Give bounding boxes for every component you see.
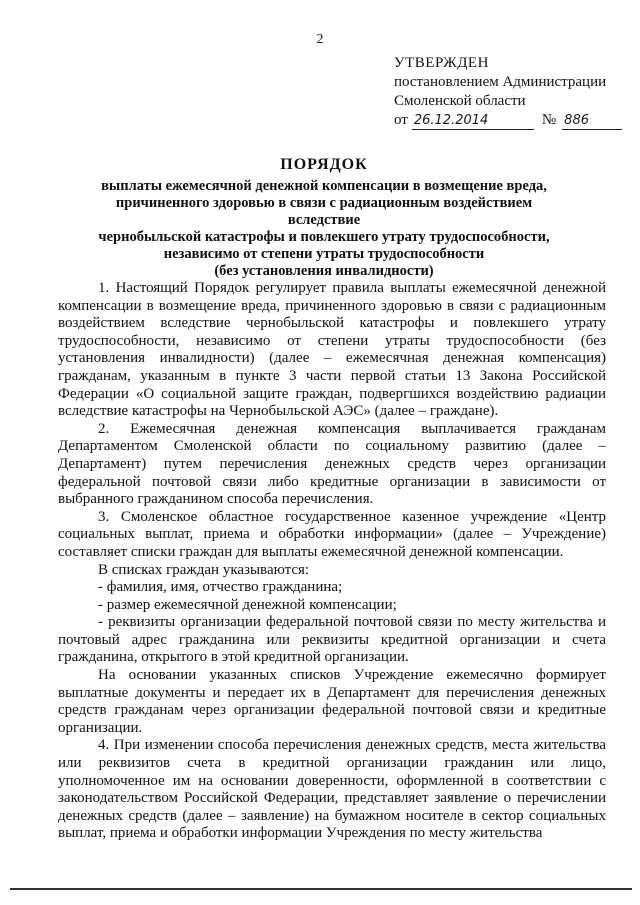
heading-line: причиненного здоровью в связи с радиационным воздействием вследствие — [115, 195, 533, 228]
heading-line: чернобыльской катастрофы и повлекшего утрату трудоспособности, — [98, 229, 550, 245]
paragraph-1: 1. Настоящий Порядок регулирует правила выплаты ежемесячной денежной компенсации в возмещение вреда, причиненного здоровью в связи с радиационным воздействием вследствие чернобыльской катастрофы и повлекшего утрату трудоспособности, независимо от степени утраты трудоспособности (без установления инвалидности) (далее – ежемесячная денежная компенсация) гражданам, указанным в пункте 3 части первой статьи 13 Закона Российской Федерации «О социальной защите граждан, подвергшихся воздействию радиации вследствие катастрофы на Чернобыльской АЭС» (далее – граждане). — [58, 280, 606, 420]
approval-from-label: от — [394, 112, 408, 128]
approval-line-1: постановлением Администрации — [394, 74, 607, 90]
page-number: 2 — [316, 32, 324, 47]
list-item: - размер ежемесячной денежной компенсации; — [98, 596, 397, 613]
paragraph-lists-basis: На основании указанных списков Учреждение ежемесячно формирует выплатные документы и передает их в Департамент для перечисления денежных средств гражданам через организации федеральной почтовой связи и кредитные организации. — [58, 667, 606, 736]
list-item: - реквизиты организации федеральной почтовой связи по месту жительства и почтовый адрес гражданина или реквизиты кредитной организации и счета гражданина, открытого в этой кредитной организации. — [58, 614, 606, 666]
paragraph-3: 3. Смоленское областное государственное казенное учреждение «Центр социальных выплат, приема и обработки информации» (далее – Учреждение) составляет списки граждан для выплаты ежемесячной денежной компенсации. — [58, 508, 606, 560]
paragraph-4: 4. При изменении способа перечисления денежных средств, места жительства или реквизитов счета в кредитной организации гражданин или лицо, уполномоченное им на основании доверенности, оформленной в соответствии с законодательством Российской Федерации, представляет заявление о перечислении денежных средств (далее – заявление) на бумажном носителе в сектор социальных выплат, приема и обработки информации Учреждения по месту жительства — [58, 737, 606, 842]
heading-title: ПОРЯДОК — [280, 156, 368, 173]
approval-title: УТВЕРЖДЕН — [394, 55, 489, 71]
approval-date-number-line — [394, 111, 630, 130]
handwritten-number: 886 — [562, 113, 622, 130]
paragraph-2: 2. Ежемесячная денежная компенсация выплачивается гражданам Департаментом Смоленской области по социальному развитию (далее – Департамент) путем перечисления денежных средств через организации федеральной почтовой связи либо кредитные организации в зависимости от выбранного гражданином способа перечисления. — [58, 420, 606, 508]
approval-line-2: Смоленской области — [394, 93, 526, 109]
approval-block — [394, 54, 630, 130]
heading-line: независимо от степени утраты трудоспособности — [163, 246, 485, 262]
document-heading — [84, 156, 564, 280]
approval-number-label: № — [541, 112, 557, 128]
document-body — [58, 280, 606, 843]
handwritten-date: 26.12.2014 — [412, 113, 534, 130]
heading-line: (без установления инвалидности) — [214, 263, 434, 279]
list-intro: В списках граждан указываются: — [98, 561, 310, 578]
list-item: - фамилия, имя, отчество гражданина; — [98, 579, 343, 596]
heading-line: выплаты ежемесячной денежной компенсации в возмещение вреда, — [101, 178, 547, 194]
scan-edge-divider — [10, 888, 632, 890]
